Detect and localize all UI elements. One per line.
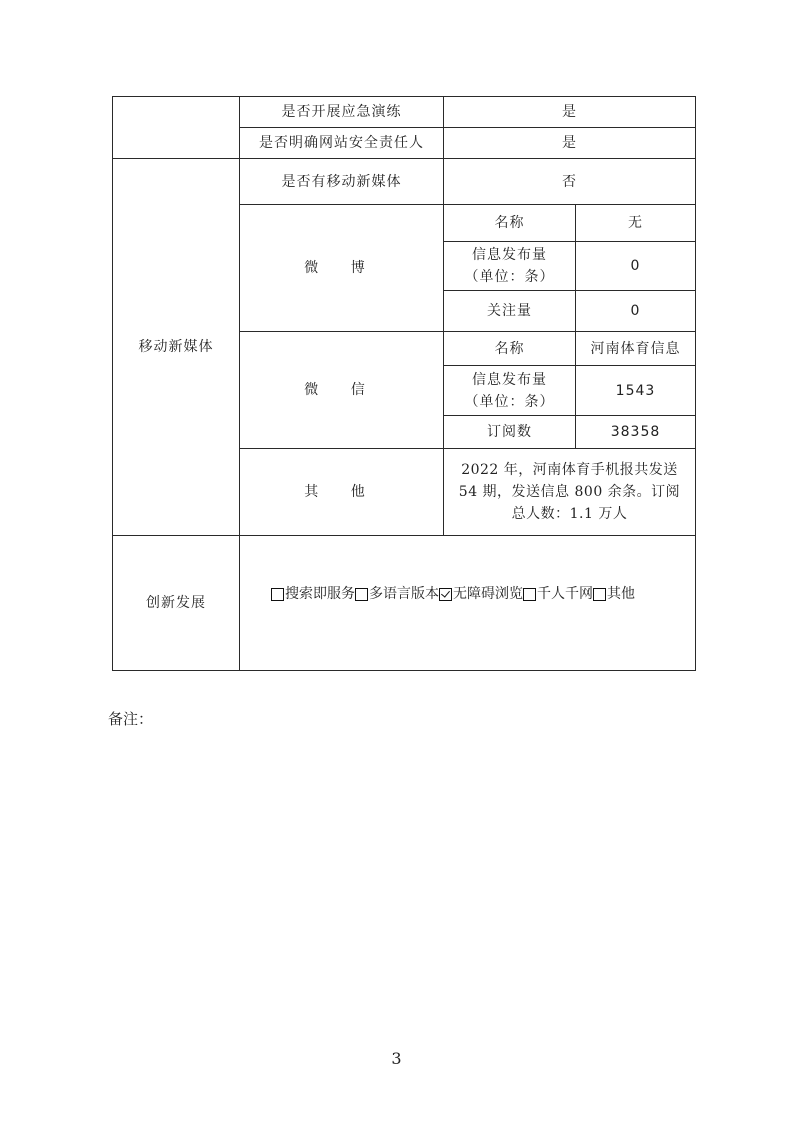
- innovation-options: [271, 583, 635, 605]
- other-line-1: 2022 年，河南体育手机报共发送: [461, 462, 678, 478]
- table-border-bottom: [112, 670, 696, 671]
- weibo-posts-value: 0: [630, 258, 641, 274]
- innovation-options-cell: [240, 536, 695, 670]
- page-number: 3: [391, 1049, 402, 1068]
- drill-value: 是: [562, 104, 577, 120]
- wechat-name-value: 河南体育信息: [590, 340, 681, 357]
- note-label: 备注：: [108, 710, 154, 728]
- table-border-right: [695, 96, 696, 671]
- has-mobile-label: 是否有移动新媒体: [281, 173, 402, 190]
- mobile-section-label: 移动新媒体: [138, 339, 214, 355]
- innovation-option-label: 千人千网: [537, 586, 593, 602]
- innovation-option-label: 无障碍浏览: [453, 586, 523, 602]
- weibo-posts-label-line2: （单位：条）: [464, 269, 555, 285]
- wechat-posts-label: [444, 366, 575, 415]
- checkbox-icon[interactable]: [523, 588, 536, 601]
- responsible-label: 是否明确网站安全责任人: [259, 135, 424, 151]
- wechat-subs-value: 38358: [610, 424, 661, 440]
- innovation-option-label: 其他: [607, 586, 635, 602]
- weibo-label: 微 博: [304, 260, 379, 276]
- weibo-posts-label-line1: 信息发布量: [472, 247, 547, 263]
- innovation-label: 创新发展: [146, 595, 206, 611]
- innovation-option[interactable]: [523, 583, 593, 605]
- checkbox-icon[interactable]: [271, 588, 284, 601]
- innovation-option[interactable]: [439, 583, 523, 605]
- responsible-value: 是: [562, 135, 577, 151]
- wechat-posts-value: 1543: [615, 382, 656, 399]
- drill-label: 是否开展应急演练: [281, 104, 402, 120]
- checkbox-icon[interactable]: [355, 588, 368, 601]
- wechat-subs-label: 订阅数: [487, 424, 532, 440]
- innovation-option[interactable]: [593, 583, 635, 605]
- other-label: 其 他: [304, 484, 379, 500]
- weibo-name-label: 名称: [494, 215, 525, 231]
- checkbox-checked-icon[interactable]: [439, 588, 452, 601]
- wechat-label: 微 信: [304, 382, 379, 398]
- other-description: [444, 449, 695, 535]
- innovation-option[interactable]: [355, 583, 439, 605]
- other-line-2: 54 期，发送信息 800 余条。订阅: [458, 484, 681, 500]
- weibo-followers-label: 关注量: [487, 303, 532, 319]
- innovation-option-label: 多语言版本: [369, 586, 439, 602]
- security-media-table: [112, 96, 696, 671]
- other-line-3: 总人数：1.1 万人: [511, 506, 628, 522]
- checkbox-icon[interactable]: [593, 588, 606, 601]
- wechat-name-label: 名称: [494, 340, 525, 357]
- weibo-name-value: 无: [628, 215, 643, 231]
- innovation-option-label: 搜索即服务: [285, 586, 355, 602]
- weibo-followers-value: 0: [630, 303, 641, 319]
- weibo-posts-label: [444, 242, 575, 290]
- wechat-posts-label-line2: （单位：条）: [464, 393, 555, 410]
- has-mobile-value: 否: [562, 173, 577, 190]
- wechat-posts-label-line1: 信息发布量: [472, 371, 547, 388]
- innovation-option[interactable]: [271, 583, 355, 605]
